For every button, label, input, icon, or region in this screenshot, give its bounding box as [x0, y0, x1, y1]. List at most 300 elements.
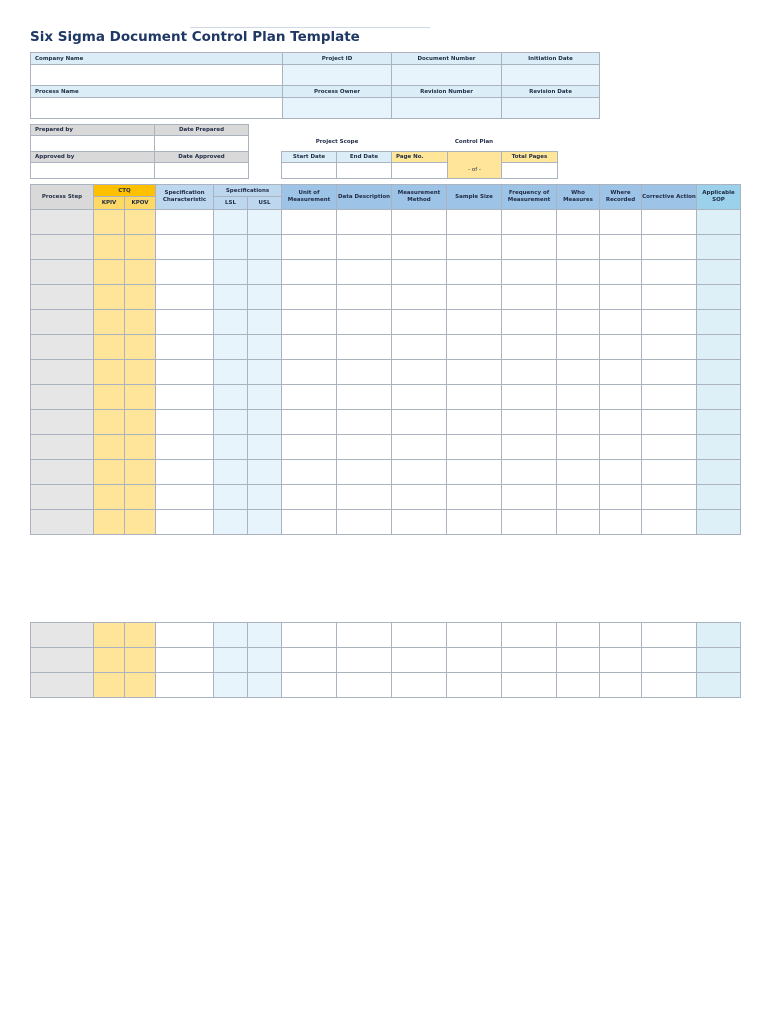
grid-cell[interactable]: [94, 385, 125, 410]
grid-cell[interactable]: [282, 310, 337, 335]
start-date-label: Start Date: [282, 152, 337, 163]
grid-cell[interactable]: [31, 410, 94, 435]
grid-cell[interactable]: [557, 285, 600, 310]
grid-cell[interactable]: [642, 310, 697, 335]
grid-cell[interactable]: [337, 485, 392, 510]
grid-cell[interactable]: [642, 235, 697, 260]
grid-cell[interactable]: [557, 410, 600, 435]
grid-cell[interactable]: [248, 285, 282, 310]
page-no-label: Page No.: [392, 152, 448, 163]
grid-cell[interactable]: [502, 623, 557, 648]
grid-cell[interactable]: [557, 235, 600, 260]
grid-cell[interactable]: [214, 210, 248, 235]
grid-cell[interactable]: [447, 385, 502, 410]
page-no-spacer: [448, 152, 502, 163]
grid-cell[interactable]: [337, 623, 392, 648]
grid-cell[interactable]: [600, 623, 642, 648]
project-id-label: Project ID: [283, 53, 392, 65]
grid-cell[interactable]: [600, 673, 642, 698]
approved-by-field[interactable]: [31, 163, 155, 179]
lsl-header: LSL: [214, 197, 248, 210]
grid-cell[interactable]: [214, 623, 248, 648]
grid-cell[interactable]: [337, 460, 392, 485]
process-owner-label: Process Owner: [283, 86, 392, 98]
grid-cell[interactable]: [156, 485, 214, 510]
grid-cell[interactable]: [502, 335, 557, 360]
grid-cell[interactable]: [94, 460, 125, 485]
grid-cell[interactable]: [392, 310, 447, 335]
spec-characteristic-header: Specification Characteristic: [156, 185, 214, 210]
process-name-label: Process Name: [31, 86, 283, 98]
grid-cell[interactable]: [392, 673, 447, 698]
grid-cell[interactable]: [125, 673, 156, 698]
grid-cell[interactable]: [642, 460, 697, 485]
grid-cell[interactable]: [557, 310, 600, 335]
grid-cell[interactable]: [248, 673, 282, 698]
grid-cell[interactable]: [600, 648, 642, 673]
grid-cell[interactable]: [642, 260, 697, 285]
grid-cell[interactable]: [125, 460, 156, 485]
grid-cell[interactable]: [282, 673, 337, 698]
grid-cell[interactable]: [156, 623, 214, 648]
sample-size-header: Sample Size: [447, 185, 502, 210]
grid-cell[interactable]: [337, 310, 392, 335]
grid-cell[interactable]: [392, 285, 447, 310]
grid-cell[interactable]: [697, 510, 741, 535]
grid-cell[interactable]: [94, 648, 125, 673]
revision-number-label: Revision Number: [392, 86, 502, 98]
grid-cell[interactable]: [282, 485, 337, 510]
grid-cell[interactable]: [214, 235, 248, 260]
grid-cell[interactable]: [156, 648, 214, 673]
grid-cell[interactable]: [214, 410, 248, 435]
grid-cell[interactable]: [642, 435, 697, 460]
grid-cell[interactable]: [214, 385, 248, 410]
grid-cell[interactable]: [31, 385, 94, 410]
grid-cell[interactable]: [392, 460, 447, 485]
grid-cell[interactable]: [697, 210, 741, 235]
grid-cell[interactable]: [447, 285, 502, 310]
grid-cell[interactable]: [502, 360, 557, 385]
grid-cell[interactable]: [642, 510, 697, 535]
grid-cell[interactable]: [156, 260, 214, 285]
grid-cell[interactable]: [697, 460, 741, 485]
grid-cell[interactable]: [282, 360, 337, 385]
grid-cell[interactable]: [337, 410, 392, 435]
grid-cell[interactable]: [31, 335, 94, 360]
grid-cell[interactable]: [502, 460, 557, 485]
grid-cell[interactable]: [282, 648, 337, 673]
grid-cell[interactable]: [282, 235, 337, 260]
grid-cell[interactable]: [31, 648, 94, 673]
grid-cell[interactable]: [94, 623, 125, 648]
approval-table: [30, 124, 249, 179]
grid-cell[interactable]: [156, 410, 214, 435]
grid-cell[interactable]: [156, 310, 214, 335]
grid-cell[interactable]: [125, 210, 156, 235]
grid-cell[interactable]: [156, 210, 214, 235]
grid-cell[interactable]: [600, 285, 642, 310]
grid-cell[interactable]: [447, 260, 502, 285]
grid-cell[interactable]: [392, 360, 447, 385]
grid-cell[interactable]: [337, 235, 392, 260]
grid-cell[interactable]: [600, 210, 642, 235]
grid-cell[interactable]: [31, 260, 94, 285]
grid-cell[interactable]: [337, 260, 392, 285]
grid-cell[interactable]: [248, 360, 282, 385]
grid-cell[interactable]: [502, 410, 557, 435]
grid-cell[interactable]: [600, 235, 642, 260]
grid-cell[interactable]: [697, 385, 741, 410]
grid-cell[interactable]: [125, 285, 156, 310]
grid-cell[interactable]: [94, 210, 125, 235]
table-row: [31, 260, 741, 285]
grid-cell[interactable]: [94, 485, 125, 510]
grid-cell[interactable]: [502, 485, 557, 510]
initiation-date-field[interactable]: [502, 65, 600, 86]
grid-cell[interactable]: [31, 623, 94, 648]
grid-cell[interactable]: [697, 435, 741, 460]
grid-cell[interactable]: [557, 485, 600, 510]
grid-cell[interactable]: [557, 435, 600, 460]
grid-cell[interactable]: [447, 360, 502, 385]
kpiv-header: KPIV: [94, 197, 125, 210]
process-owner-field[interactable]: [283, 98, 392, 119]
document-info-table: [30, 52, 600, 119]
grid-cell[interactable]: [94, 410, 125, 435]
grid-cell[interactable]: [214, 673, 248, 698]
grid-cell[interactable]: [697, 235, 741, 260]
grid-cell[interactable]: [156, 285, 214, 310]
grid-cell[interactable]: [642, 648, 697, 673]
company-name-field[interactable]: [31, 65, 283, 86]
grid-cell[interactable]: [248, 310, 282, 335]
grid-cell[interactable]: [125, 385, 156, 410]
grid-cell[interactable]: [156, 385, 214, 410]
grid-cell[interactable]: [392, 260, 447, 285]
grid-cell[interactable]: [642, 285, 697, 310]
grid-cell[interactable]: [248, 210, 282, 235]
grid-cell[interactable]: [447, 335, 502, 360]
revision-date-field[interactable]: [502, 98, 600, 119]
table-row: [31, 335, 741, 360]
grid-cell[interactable]: [447, 310, 502, 335]
grid-cell[interactable]: [248, 410, 282, 435]
end-date-label: End Date: [337, 152, 392, 163]
grid-cell[interactable]: [502, 235, 557, 260]
grid-cell[interactable]: [125, 360, 156, 385]
grid-cell[interactable]: [642, 335, 697, 360]
unit-of-measurement-header: Unit of Measurement: [282, 185, 337, 210]
grid-cell[interactable]: [392, 385, 447, 410]
grid-cell[interactable]: [214, 335, 248, 360]
grid-cell[interactable]: [600, 410, 642, 435]
grid-cell[interactable]: [156, 460, 214, 485]
grid-cell[interactable]: [94, 335, 125, 360]
grid-cell[interactable]: [214, 460, 248, 485]
date-prepared-label: Date Prepared: [155, 125, 249, 136]
grid-cell[interactable]: [337, 335, 392, 360]
grid-cell[interactable]: [600, 435, 642, 460]
initiation-date-label: Initiation Date: [502, 53, 600, 65]
grid-cell[interactable]: [392, 623, 447, 648]
grid-cell[interactable]: [282, 410, 337, 435]
grid-cell[interactable]: [600, 385, 642, 410]
grid-cell[interactable]: [31, 485, 94, 510]
page-of-field: - of -: [448, 163, 502, 179]
grid-cell[interactable]: [447, 673, 502, 698]
grid-cell[interactable]: [31, 360, 94, 385]
grid-cell[interactable]: [600, 310, 642, 335]
grid-cell[interactable]: [248, 335, 282, 360]
grid-cell[interactable]: [557, 623, 600, 648]
grid-cell[interactable]: [156, 435, 214, 460]
grid-cell[interactable]: [248, 623, 282, 648]
grid-cell[interactable]: [642, 385, 697, 410]
grid-cell[interactable]: [282, 460, 337, 485]
grid-cell[interactable]: [282, 623, 337, 648]
revision-date-label: Revision Date: [502, 86, 600, 98]
grid-cell[interactable]: [31, 210, 94, 235]
grid-cell[interactable]: [214, 310, 248, 335]
grid-cell[interactable]: [502, 310, 557, 335]
grid-cell[interactable]: [447, 623, 502, 648]
project-scope-label: Project Scope: [315, 139, 359, 145]
process-name-field[interactable]: [31, 98, 283, 119]
grid-cell[interactable]: [392, 335, 447, 360]
grid-cell[interactable]: [502, 510, 557, 535]
grid-cell[interactable]: [557, 460, 600, 485]
grid-cell[interactable]: [214, 485, 248, 510]
grid-cell[interactable]: [392, 410, 447, 435]
grid-cell[interactable]: [125, 485, 156, 510]
grid-cell[interactable]: [125, 235, 156, 260]
grid-cell[interactable]: [125, 648, 156, 673]
grid-cell[interactable]: [125, 310, 156, 335]
control-plan-grid: [30, 184, 741, 535]
grid-cell[interactable]: [337, 510, 392, 535]
grid-cell[interactable]: [642, 410, 697, 435]
start-date-field[interactable]: [282, 163, 337, 179]
grid-cell[interactable]: [337, 285, 392, 310]
grid-cell[interactable]: [94, 435, 125, 460]
grid-cell[interactable]: [337, 435, 392, 460]
grid-cell[interactable]: [125, 260, 156, 285]
grid-cell[interactable]: [502, 210, 557, 235]
grid-cell[interactable]: [282, 260, 337, 285]
grid-cell[interactable]: [282, 285, 337, 310]
grid-cell[interactable]: [31, 673, 94, 698]
grid-cell[interactable]: [248, 485, 282, 510]
grid-cell[interactable]: [337, 673, 392, 698]
applicable-sop-header: Applicable SOP: [697, 185, 741, 210]
grid-cell[interactable]: [125, 623, 156, 648]
who-measures-header: Who Measures: [557, 185, 600, 210]
grid-cell[interactable]: [248, 460, 282, 485]
grid-cell[interactable]: [94, 235, 125, 260]
grid-cell[interactable]: [502, 385, 557, 410]
grid-cell[interactable]: [642, 673, 697, 698]
grid-cell[interactable]: [447, 435, 502, 460]
grid-cell[interactable]: [392, 210, 447, 235]
grid-cell[interactable]: [156, 235, 214, 260]
grid-cell[interactable]: [94, 673, 125, 698]
table-row: [31, 648, 741, 673]
grid-cell[interactable]: [31, 460, 94, 485]
grid-cell[interactable]: [248, 435, 282, 460]
grid-cell[interactable]: [31, 310, 94, 335]
prepared-by-field[interactable]: [31, 136, 155, 152]
grid-cell[interactable]: [392, 435, 447, 460]
grid-cell[interactable]: [156, 510, 214, 535]
grid-cell[interactable]: [557, 360, 600, 385]
table-row: [31, 235, 741, 260]
table-row: [31, 360, 741, 385]
grid-cell[interactable]: [156, 335, 214, 360]
grid-cell[interactable]: [214, 285, 248, 310]
grid-cell[interactable]: [557, 648, 600, 673]
specifications-header: Specifications: [214, 185, 282, 197]
end-date-field[interactable]: [337, 163, 392, 179]
grid-cell[interactable]: [282, 385, 337, 410]
grid-cell[interactable]: [392, 648, 447, 673]
grid-cell[interactable]: [642, 485, 697, 510]
grid-cell[interactable]: [600, 335, 642, 360]
total-pages-label: Total Pages: [502, 152, 558, 163]
grid-cell[interactable]: [502, 285, 557, 310]
grid-cell[interactable]: [447, 648, 502, 673]
grid-cell[interactable]: [557, 335, 600, 360]
page-no-field[interactable]: [392, 163, 448, 179]
project-id-field[interactable]: [283, 65, 392, 86]
grid-cell[interactable]: [31, 510, 94, 535]
grid-cell[interactable]: [282, 335, 337, 360]
grid-cell[interactable]: [600, 460, 642, 485]
grid-cell[interactable]: [697, 360, 741, 385]
grid-cell[interactable]: [94, 360, 125, 385]
grid-cell[interactable]: [337, 648, 392, 673]
grid-cell[interactable]: [392, 235, 447, 260]
grid-cell[interactable]: [600, 485, 642, 510]
measurement-method-header: Measurement Method: [392, 185, 447, 210]
date-approved-field[interactable]: [155, 163, 249, 179]
grid-cell[interactable]: [248, 260, 282, 285]
grid-cell[interactable]: [557, 260, 600, 285]
process-step-header: Process Step: [31, 185, 94, 210]
grid-cell[interactable]: [392, 510, 447, 535]
grid-cell[interactable]: [248, 385, 282, 410]
grid-cell[interactable]: [31, 435, 94, 460]
grid-cell[interactable]: [697, 673, 741, 698]
grid-cell[interactable]: [214, 435, 248, 460]
grid-cell[interactable]: [557, 385, 600, 410]
grid-cell[interactable]: [642, 623, 697, 648]
grid-cell[interactable]: [557, 510, 600, 535]
grid-cell[interactable]: [447, 510, 502, 535]
table-row: [31, 410, 741, 435]
grid-cell[interactable]: [557, 210, 600, 235]
grid-cell[interactable]: [125, 335, 156, 360]
grid-cell[interactable]: [282, 435, 337, 460]
grid-cell[interactable]: [125, 510, 156, 535]
grid-cell[interactable]: [447, 210, 502, 235]
grid-cell[interactable]: [697, 335, 741, 360]
grid-cell[interactable]: [697, 310, 741, 335]
grid-cell[interactable]: [447, 460, 502, 485]
grid-cell[interactable]: [248, 235, 282, 260]
grid-cell[interactable]: [502, 673, 557, 698]
table-row: [31, 435, 741, 460]
grid-cell[interactable]: [125, 410, 156, 435]
grid-cell[interactable]: [214, 360, 248, 385]
grid-cell[interactable]: [337, 360, 392, 385]
prepared-by-label: Prepared by: [31, 125, 155, 136]
date-prepared-field[interactable]: [155, 136, 249, 152]
grid-cell[interactable]: [502, 260, 557, 285]
grid-cell[interactable]: [337, 385, 392, 410]
grid-cell[interactable]: [392, 485, 447, 510]
grid-cell[interactable]: [642, 210, 697, 235]
grid-cell[interactable]: [156, 360, 214, 385]
grid-cell[interactable]: [282, 210, 337, 235]
grid-cell[interactable]: [697, 260, 741, 285]
table-row: [31, 310, 741, 335]
grid-cell[interactable]: [502, 648, 557, 673]
grid-cell[interactable]: [248, 648, 282, 673]
grid-cell[interactable]: [447, 410, 502, 435]
grid-cell[interactable]: [214, 510, 248, 535]
grid-cell[interactable]: [697, 623, 741, 648]
grid-cell[interactable]: [697, 410, 741, 435]
grid-cell[interactable]: [697, 285, 741, 310]
grid-cell[interactable]: [447, 235, 502, 260]
grid-cell[interactable]: [697, 485, 741, 510]
grid-cell[interactable]: [600, 510, 642, 535]
grid-cell[interactable]: [600, 360, 642, 385]
grid-cell[interactable]: [94, 285, 125, 310]
grid-cell[interactable]: [94, 310, 125, 335]
grid-cell[interactable]: [600, 260, 642, 285]
grid-cell[interactable]: [697, 648, 741, 673]
grid-cell[interactable]: [31, 285, 94, 310]
grid-cell[interactable]: [94, 260, 125, 285]
company-name-label: Company Name: [31, 53, 283, 65]
grid-cell[interactable]: [557, 673, 600, 698]
grid-cell[interactable]: [156, 673, 214, 698]
grid-cell[interactable]: [125, 435, 156, 460]
grid-cell[interactable]: [94, 510, 125, 535]
where-recorded-header: Where Recorded: [600, 185, 642, 210]
grid-cell[interactable]: [502, 435, 557, 460]
revision-number-field[interactable]: [392, 98, 502, 119]
total-pages-field[interactable]: [502, 163, 558, 179]
grid-cell[interactable]: [214, 260, 248, 285]
grid-cell[interactable]: [31, 235, 94, 260]
grid-cell[interactable]: [337, 210, 392, 235]
grid-cell[interactable]: [248, 510, 282, 535]
table-row: [31, 210, 741, 235]
document-number-field[interactable]: [392, 65, 502, 86]
usl-header: USL: [248, 197, 282, 210]
scope-table: [281, 151, 558, 179]
control-plan-grid-continued: [30, 622, 741, 698]
grid-cell[interactable]: [282, 510, 337, 535]
table-row: [31, 385, 741, 410]
grid-cell[interactable]: [214, 648, 248, 673]
table-row: [31, 460, 741, 485]
grid-cell[interactable]: [447, 485, 502, 510]
grid-cell[interactable]: [642, 360, 697, 385]
